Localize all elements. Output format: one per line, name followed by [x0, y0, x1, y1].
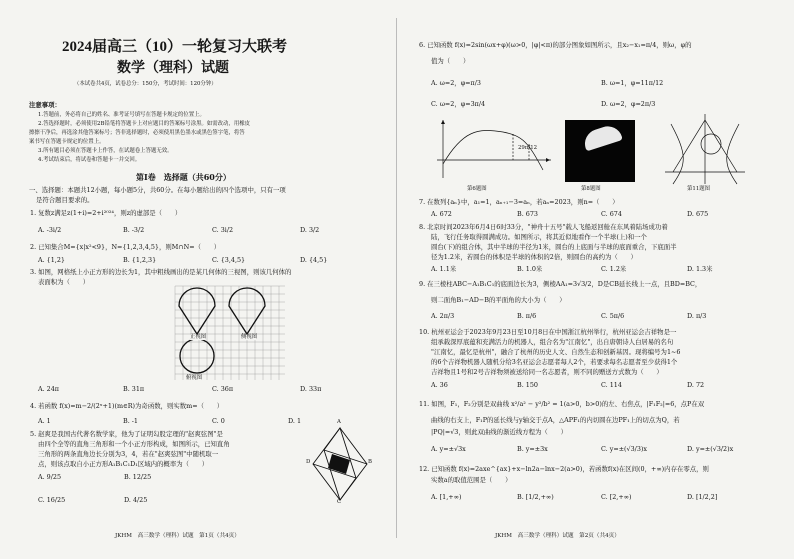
question-10-cont: 组承载深厚底蕴和充满活力的机器人，组合名为"江南忆"，出自唐朝诗人白居易的名句 — [431, 338, 674, 346]
fig5-label-a: A — [337, 419, 341, 425]
fig6-tick-label: 29π/12 — [518, 145, 538, 151]
q8-option-a: A. 1.1米 — [431, 265, 457, 273]
page-2 — [397, 0, 794, 559]
question-3: 3. 如图，网格纸上小正方形的边长为1，其中粗线画出的是某几何体的三视图，则该几何体的 — [30, 268, 292, 276]
q7-option-c: C. 674 — [601, 210, 622, 218]
question-3-cont: 表面积为（ ） — [38, 278, 90, 286]
q1-option-d: D. 3/2 — [300, 226, 320, 234]
question-4: 4. 若函数 f(x)=m−2/(2ˣ+1)(m∈R)为奇函数，则实数m=（ ） — [30, 402, 224, 410]
section-heading: 第Ⅰ卷 选择题（共60分） — [136, 172, 231, 182]
three-view-figure — [175, 286, 285, 380]
q7-option-a: A. 672 — [431, 210, 452, 218]
question-10: 10. 杭州亚运会于2023年9月23日至10月8日在中国浙江杭州举行，杭州亚运会吉祥物是一 — [419, 328, 677, 336]
q10-option-c: C. 114 — [601, 381, 622, 389]
fig5-label-b: B — [368, 459, 372, 465]
page-footer: JKHM 高三数学（理科）试题 第1页（共4页） — [115, 533, 240, 539]
q3-option-d: D. 33π — [300, 385, 322, 393]
q1-option-a: A. -3i/2 — [38, 226, 62, 234]
question-12-cont: 实数a的取值范围是（ ） — [431, 476, 512, 484]
q5-option-c: C. 16/25 — [38, 496, 66, 504]
question-11-cont: |PQ|=√3，则此双曲线的渐近线方程为（ ） — [431, 428, 567, 436]
question-5-cont: 由四个全等的直角三角形和一个小正方形构成，如图所示，已知直角 — [38, 440, 230, 448]
q10-option-b: B. 150 — [517, 381, 538, 389]
q4-option-d: D. 1 — [288, 417, 302, 425]
hyperbola-figure — [665, 114, 745, 186]
q12-option-a: A. [1,+∞) — [431, 493, 462, 501]
note-line: 4.考试结束后，将试卷和答题卡一并交回。 — [38, 157, 141, 163]
q12-option-b: B. [1/2,+∞) — [517, 493, 554, 501]
q9-option-d: D. π/3 — [687, 312, 707, 320]
q5-option-d: D. 4/25 — [124, 496, 148, 504]
q2-option-c: C. {3,4,5} — [212, 256, 246, 264]
q9-option-c: C. 5π/6 — [601, 312, 625, 320]
q10-option-a: A. 36 — [431, 381, 448, 389]
fig6-caption: 第6题图 — [467, 186, 487, 192]
front-view-label: 正视图 — [190, 334, 207, 340]
q6-option-c: C. ω=2，φ=3π/4 — [431, 100, 486, 108]
q11-option-d: D. y=±(√3/2)x — [687, 445, 734, 453]
fig11-caption: 第11题图 — [687, 186, 711, 192]
q4-option-c: C. 0 — [212, 417, 225, 425]
q6-option-a: A. ω=2，φ=π/3 — [431, 79, 481, 87]
q3-option-b: B. 31π — [123, 385, 145, 393]
q7-option-b: B. 673 — [517, 210, 538, 218]
question-9-cont: 则二面角B₁−AD−B的平面角的大小为（ ） — [431, 296, 566, 304]
capsule-shape — [581, 123, 623, 152]
q8-option-c: C. 1.2米 — [601, 265, 627, 273]
fig5-label-d: D — [306, 459, 311, 465]
q3-option-a: A. 24π — [38, 385, 60, 393]
side-view-label: 侧视图 — [241, 334, 258, 340]
q11-option-b: B. y=±3x — [517, 445, 548, 453]
q4-option-a: A. 1 — [38, 417, 51, 425]
q5-option-b: B. 12/25 — [124, 473, 152, 481]
question-8-cont: 圆台(下)的组合体，其中半球的半径为1米，圆台的上底面与半球的底面重合，下底面半 — [431, 243, 677, 251]
question-8-cont: 径为1.2米，若圆台的体积是半球的体积的2倍，则圆台的高约为（ ） — [431, 253, 637, 261]
q10-option-d: D. 72 — [687, 381, 705, 389]
note-line: 2.答选择题时，必须使用2B铅笔将答题卡上对应题目的答案标号涂黑。如需改动，用橡皮 — [38, 121, 250, 127]
question-5-cont: 点，则该点取自小正方形A₁B₁C₁D₁区域内的概率为（ ） — [38, 460, 209, 468]
top-view-label: 俯视图 — [186, 375, 203, 381]
page-footer: JKHM 高三数学（理科）试题 第2页（共4页） — [495, 533, 620, 539]
note-line: 3.所有题目必须在答题卡上作答，在试题卷上答题无效。 — [38, 148, 173, 154]
question-10-cont: 的6个吉祥物机器人随机分给3名亚运会志愿者每人2个，若要求每名志愿者至少获得1个 — [431, 358, 678, 366]
q6-option-b: B. ω=1，φ=11π/12 — [601, 79, 664, 87]
q2-option-d: D. {4,5} — [300, 256, 328, 264]
exam-subtitle: 数学（理科）试题 — [117, 61, 229, 76]
question-7: 7. 在数列{aₙ}中，a₁=1，aₙ₊₁−3=aₙ，若aₙ=2023，则n=（ ） — [419, 198, 619, 206]
q1-option-b: B. -3/2 — [123, 226, 145, 234]
fig8-caption: 第8题图 — [581, 186, 601, 192]
exam-meta: （本试卷共4页，试卷总分：150分，考试时间：120分钟） — [74, 81, 217, 87]
question-11-cont: 曲线的右支上，F₁P的延长线与y轴交于点A，△APF₁的内切圆在边PF₁上的切点为Q，若 — [431, 416, 680, 424]
q8-option-b: B. 1.0米 — [517, 265, 543, 273]
question-6: 6. 已知函数 f(x)=2sin(ωx+φ)(ω>0，|φ|<π)的部分图象如图所示，且x₂−x₁=π/4，则ω，φ的 — [419, 41, 692, 49]
q2-option-a: A. {1,2} — [38, 256, 65, 264]
q5-option-a: A. 9/25 — [38, 473, 62, 481]
q3-option-c: C. 36π — [212, 385, 234, 393]
question-1: 1. 复数z满足z(1+i)=2+i²⁰²⁴，则z的虚部是（ ） — [30, 209, 182, 217]
q12-option-c: C. [2,+∞) — [601, 493, 632, 501]
q1-option-c: C. 3i/2 — [212, 226, 234, 234]
question-6-cont: 值为（ ） — [431, 57, 470, 65]
q11-option-c: C. y=±(√3/3)x — [601, 445, 647, 453]
exam-title: 2024届高三（10）一轮复习大联考 — [62, 39, 288, 55]
q7-option-d: D. 675 — [687, 210, 709, 218]
question-12: 12. 已知函数 f(x)=2axe^{ax}+x−ln2a−lnx−2(a>0)，若函数f(x)在区间(0，+∞)内存在零点，则 — [419, 465, 709, 473]
q9-option-a: A. 2π/3 — [431, 312, 455, 320]
question-11: 11. 如图，F₁，F₂分别是双曲线 x²/a² − y²/b² = 1(a>0，b>0)的左、右焦点，|F₁F₂|=6，点P在双 — [419, 400, 705, 408]
q4-option-b: B. -1 — [123, 417, 138, 425]
note-line: 1.答题前，务必将自己的姓名、准考证号填写在答题卡规定的位置上。 — [38, 112, 205, 118]
instruction-line: 一、选择题：本题共12小题，每小题5分，共60分。在每小题给出的四个选项中，只有一项 — [29, 186, 286, 194]
question-10-cont: "江南忆，最忆是杭州"，融合了杭州的历史人文、自然生态和创新基因。现将编号为1~6 — [431, 348, 681, 356]
q8-option-d: D. 1.3米 — [687, 265, 713, 273]
q2-option-b: B. {1,2,3} — [123, 256, 157, 264]
note-line: 案书写在答题卡规定的位置上。 — [29, 139, 105, 145]
instruction-line: 是符合题目要求的。 — [36, 196, 94, 204]
question-2: 2. 已知集合M={x|x²<9}，N={1,2,3,4,5}，则M∩N=（ ） — [30, 243, 221, 251]
question-10-cont: 吉祥物且1号和2号吉祥物须被送给同一名志愿者，则不同的赠送方式数为（ ） — [431, 368, 663, 376]
question-9: 9. 在三棱柱ABC−A₁B₁C₁的底面边长为3，侧棱AA₁=3√3/2，D是CB延长线上一点，且BD=BC， — [419, 280, 702, 288]
question-8: 8. 北京时间2023年6月4日6时33分，"神舟十五号"载人飞船返回舱在东风着陆场成功着 — [419, 223, 668, 231]
notes-title: 注意事项： — [29, 101, 61, 109]
question-5: 5. 赵爽是我国古代著名数学家，他为了证明勾股定理的"赵爽弦图"是 — [30, 430, 223, 438]
fig5-label-c: C — [337, 499, 342, 505]
capsule-photo — [565, 120, 635, 182]
q11-option-a: A. y=±√3x — [431, 445, 466, 453]
zhao-shuang-figure — [310, 426, 370, 504]
question-5-cont: 三角形的两条直角边长分别为3，4，若在"赵爽弦图"中随机取一 — [38, 450, 219, 458]
question-8-cont: 陆，飞行任务取得圆满成功。如图所示，将其近似地看作一个半球(上)和一个 — [431, 233, 647, 241]
q6-option-d: D. ω=2，φ=2π/3 — [601, 100, 656, 108]
q9-option-b: B. π/6 — [517, 312, 537, 320]
note-line: 擦擦干净后，再选涂其他答案标号；答非选择题时，必须使用黑色墨水或黑色签字笔，将答 — [29, 130, 245, 136]
q12-option-d: D. [1/2,2] — [687, 493, 718, 501]
